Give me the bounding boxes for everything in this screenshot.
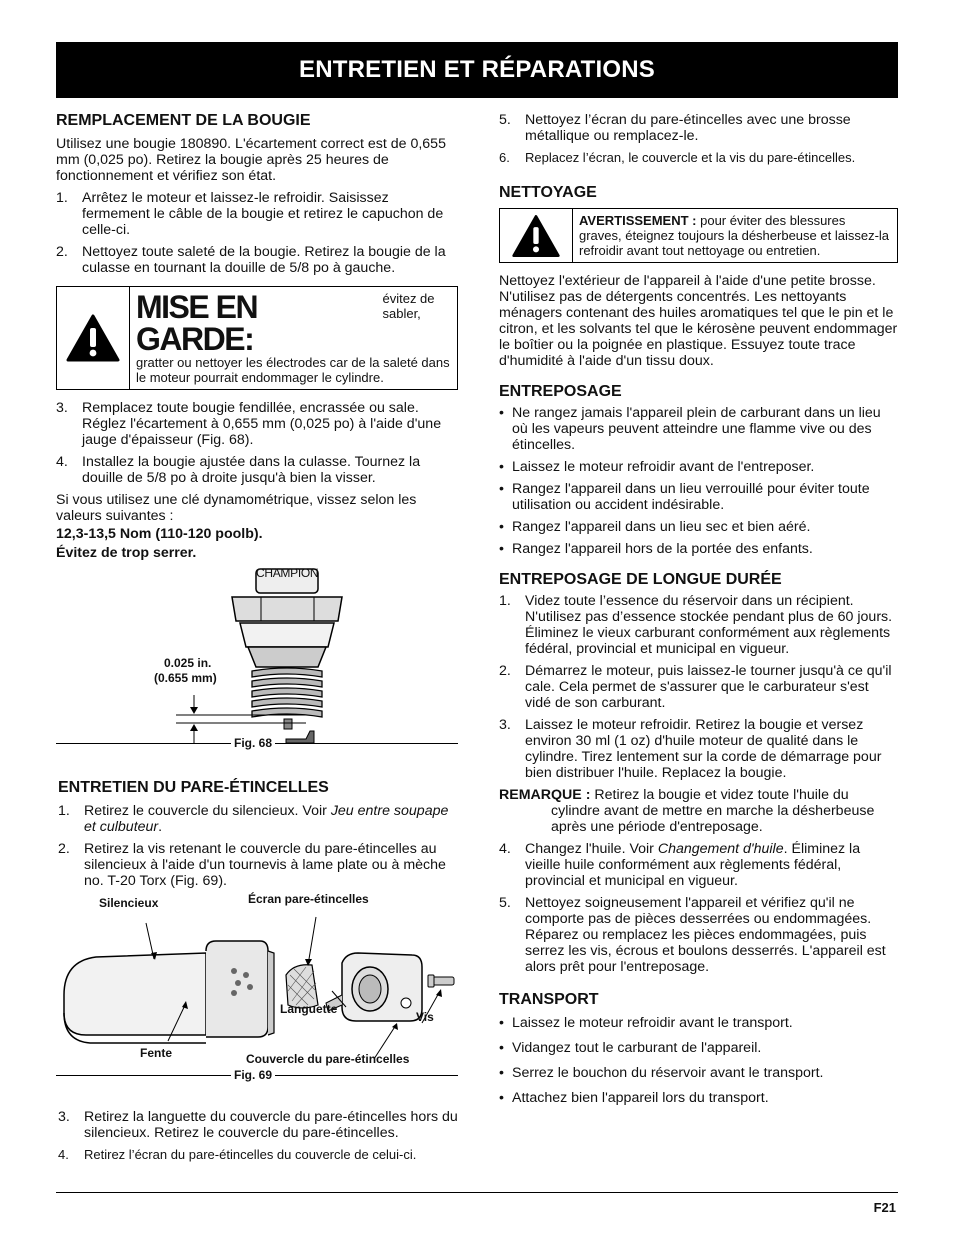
list-item: • Rangez l'appareil hors de la portée des enfants. <box>499 541 813 557</box>
list-item: 4. Installez la bougie ajustée dans la culasse. Tournez la douille de 5/8 po à droite jusqu'à bien la visser. <box>56 454 421 486</box>
figure-68 <box>56 567 458 763</box>
list-item: 2. Démarrez le moteur, puis laissez-le tourner jusqu'à ce qu'il cale. Cela permet de s'assurer que le carburateur s'est vidé de son carburant. <box>499 663 892 711</box>
list-item: • Attachez bien l'appareil lors du transport. <box>499 1090 769 1106</box>
storage-heading: ENTREPOSAGE <box>499 383 622 400</box>
list-item: • Laissez le moteur refroidir avant le transport. <box>499 1015 793 1031</box>
label-vis: Vis <box>416 1010 434 1024</box>
list-item: 6. Replacez l’écran, le couvercle et la vis du pare-étincelles. <box>499 150 856 165</box>
figure-69 <box>56 892 458 1103</box>
list-item: 5. Nettoyez soigneusement l'appareil et vérifiez qu'il ne comporte pas de pièces desserrées ou endommagées. Réparez ou remplacez les pièces endommagées, puis serrez les vis, écrous et boulons desserrés. L'appareil est alors prêt pour l'entreposage. <box>499 895 886 975</box>
spark-steps-3-4 <box>56 400 458 486</box>
note-remarque: REMARQUE : Retirez la bougie et videz toute l'huile du cylindre avant de mettre en marche la désherbeuse après une période d'entreposage. <box>499 787 875 835</box>
list-item: 4. Retirez l’écran du pare-étincelles du couvercle de celui-ci. <box>58 1147 417 1162</box>
warning-triangle-icon <box>500 209 573 262</box>
left-column <box>56 112 458 1169</box>
footer-divider <box>56 1192 898 1193</box>
list-item: 2. Retirez la vis retenant le couvercle du pare-étincelles au silencieux à l'aide d'un tournevis à lame plate ou à mèche no. T-20 Torx (Fig. 69). <box>58 841 446 889</box>
transport-heading: TRANSPORT <box>499 991 599 1008</box>
warning-triangle-icon <box>57 287 130 389</box>
list-item: 4. Changez l'huile. Voir Changement d'huile. Éliminez la vieille huile conformément aux règlements fédéral, provincial et municipal en vigueur. <box>499 841 861 889</box>
list-item: • Ne rangez jamais l'appareil plein de carburant dans un lieu où les vapeurs peuvent atteindre une flamme vive ou des étincelles. <box>499 405 881 453</box>
caution-box <box>56 286 458 390</box>
list-item: 5. Nettoyez l’écran du pare-étincelles avec une brosse métallique ou remplacez-le. <box>499 112 851 144</box>
list-item: 1. Retirez le couvercle du silencieux. Voir Jeu entre soupape et culbuteur. <box>58 803 449 835</box>
list-item: 3. Retirez la languette du couvercle du pare-étincelles hors du silencieux. Retirez le couvercle du pare-étincelles. <box>58 1109 458 1141</box>
spark-steps-1-2 <box>56 190 458 276</box>
spark-plug-brand: CHAMPION <box>256 566 319 580</box>
warning-box <box>499 208 898 263</box>
figure-caption: Fig. 68 <box>231 735 275 751</box>
section-banner <box>56 42 898 98</box>
spark-plug-illustration <box>56 567 458 747</box>
list-item: • Vidangez tout le carburant de l'appareil. <box>499 1040 762 1056</box>
list-item: 2. Nettoyez toute saleté de la bougie. Retirez la bougie de la culasse en tournant la douille de 5/8 po à gauche. <box>56 244 446 276</box>
cleaning-text: Nettoyez l'extérieur de l'appareil à l'aide d'une petite brosse. N'utilisez pas de détergents concentrés. Les nettoyants ménagers contenant des huiles aromatiques tel que le pin et le citron, et les solvants tel que le kérosène peuvent endommager le boîtier ou la poignée en plastique. Essuyez toute trace d'humidité à l'aide d'un tissu doux. <box>499 273 898 369</box>
list-item: 1. Arrêtez le moteur et laissez-le refroidir. Saisissez fermement le câble de la bougie et retirez le capuchon de celle-ci. <box>56 190 444 238</box>
label-fente: Fente <box>140 1046 173 1060</box>
cleaning-heading: NETTOYAGE <box>499 184 597 201</box>
gap-label-mm: (0.655 mm) <box>154 671 217 685</box>
torque-intro: Si vous utilisez une clé dynamométrique, vissez selon les valeurs suivantes : <box>56 492 417 524</box>
label-couvercle: Couvercle du pare-étincelles <box>246 1052 410 1066</box>
list-item: 3. Laissez le moteur refroidir. Retirez la bougie et versez environ 30 ml (1 oz) d'huile moteur de qualité dans le cylindre. Tirez lentement sur la corde de démarrage pour bien distribuer l'huile. Replacez la bougie. <box>499 717 882 781</box>
list-item: • Laissez le moteur refroidir avant de l'entreposer. <box>499 459 815 475</box>
caution-text: MISE EN GARDE: évitez de sabler, gratter ou nettoyer les électrodes car de la saleté dans le moteur pourrait endommager le cylindre. <box>136 289 450 385</box>
list-item: • Serrez le bouchon du réservoir avant le transport. <box>499 1065 824 1081</box>
page-title: ENTRETIEN ET RÉPARATIONS <box>299 56 655 83</box>
spark-arrestor-heading: ENTRETIEN DU PARE-ÉTINCELLES <box>58 779 329 796</box>
list-item: 1. Videz toute l’essence du réservoir dans un récipient. N'utilisez pas d’essence stockée pendant plus de 60 jours. Éliminez le vieux carburant conformément aux règlements fédéral, provincial et municipal en vigueur. <box>499 593 893 657</box>
warning-text: AVERTISSEMENT : pour éviter des blessures graves, éteignez toujours la désherbeuse et laissez-la refroidir avant tout nettoyage ou entretien. <box>579 213 890 258</box>
torque-warning: Évitez de trop serrer. <box>56 545 197 561</box>
right-column <box>499 112 898 1115</box>
label-ecran: Écran pare-étincelles <box>248 892 369 906</box>
spark-plug-intro: Utilisez une bougie 180890. L'écartement correct est de 0,655 mm (0,025 po). Retirez la bougie après 25 heures de fonctionnement et vérifiez son état. <box>56 136 446 184</box>
label-silencieux: Silencieux <box>99 896 159 910</box>
page-number: F21 <box>873 1200 896 1215</box>
list-item: • Rangez l'appareil dans un lieu sec et bien aéré. <box>499 519 811 535</box>
long-term-storage-heading: ENTREPOSAGE DE LONGUE DURÉE <box>499 571 782 588</box>
figure-caption: Fig. 69 <box>231 1067 275 1083</box>
spark-plug-heading: REMPLACEMENT DE LA BOUGIE <box>56 112 311 129</box>
list-item: 3. Remplacez toute bougie fendillée, encrassée ou sale. Réglez l'écartement à 0,655 mm (0,025 po) à l'aide d'une jauge d'épaisseur (Fig. 68). <box>56 400 442 448</box>
gap-label-in: 0.025 in. <box>164 656 212 670</box>
list-item: • Rangez l'appareil dans un lieu verrouillé pour éviter toute utilisation ou accident indésirable. <box>499 481 870 513</box>
caution-title: MISE EN GARDE: <box>136 289 258 357</box>
torque-value: 12,3-13,5 Nom (110-120 poolb). <box>56 526 263 542</box>
label-languette: Languette <box>280 1002 338 1016</box>
